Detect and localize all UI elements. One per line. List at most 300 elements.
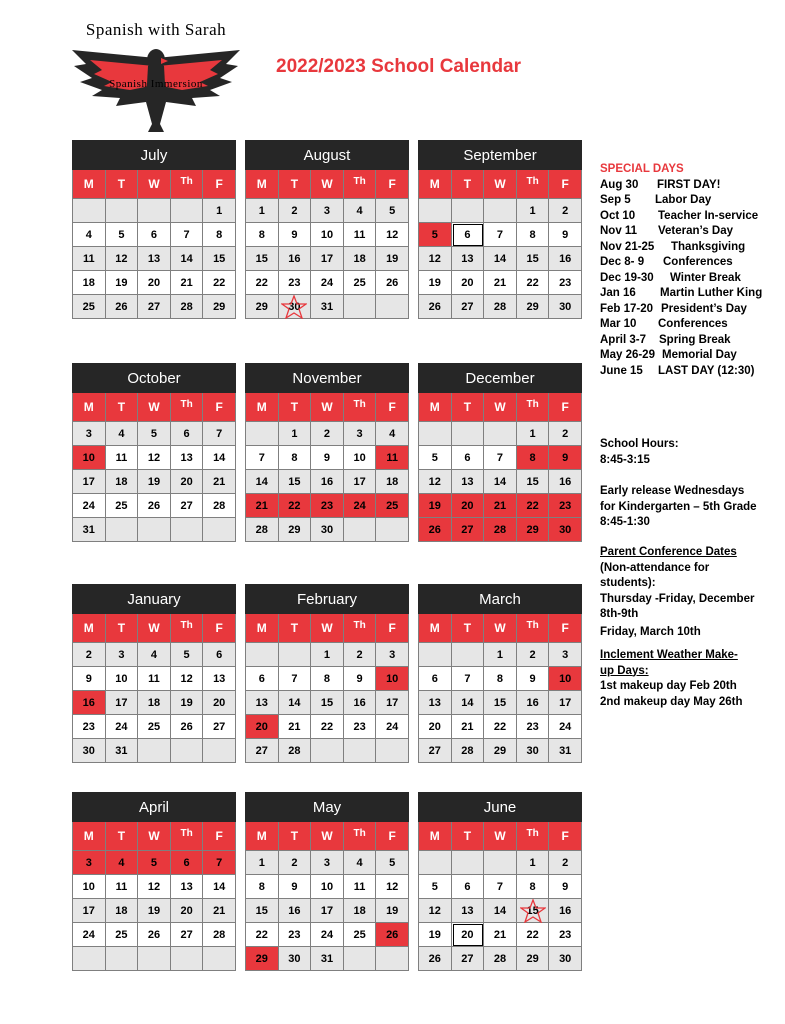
weekday-header: Th <box>344 822 377 851</box>
day-cell: 7 <box>203 422 236 446</box>
weekday-header: M <box>73 822 106 851</box>
day-cell <box>419 643 452 667</box>
weekday-header: W <box>138 170 171 199</box>
weekday-header: F <box>203 393 236 422</box>
day-cell: 5 <box>138 851 171 875</box>
day-cell: 1 <box>203 199 236 223</box>
month-january <box>72 584 236 763</box>
day-cell: 7 <box>484 875 517 899</box>
day-cell: 13 <box>171 875 204 899</box>
special-day-date: April 3-7 <box>600 333 647 346</box>
weekday-header: F <box>203 614 236 643</box>
day-cell <box>138 518 171 542</box>
logo-subtitle: Spanish Immersion <box>109 78 203 90</box>
weekday-header: W <box>138 822 171 851</box>
day-cell: 28 <box>484 295 517 319</box>
weekday-header: Th <box>171 822 204 851</box>
day-cell: 20 <box>452 494 485 518</box>
day-cell: 1 <box>246 851 279 875</box>
day-cell: 29 <box>484 739 517 763</box>
day-cell: 19 <box>419 494 452 518</box>
day-cell: 1 <box>517 422 550 446</box>
day-cell: 23 <box>311 494 344 518</box>
day-cell: 18 <box>73 271 106 295</box>
day-cell: 6 <box>419 667 452 691</box>
day-cell: 17 <box>73 899 106 923</box>
day-cell: 21 <box>171 271 204 295</box>
day-cell <box>138 947 171 971</box>
day-cell <box>171 947 204 971</box>
day-cell: 10 <box>549 667 582 691</box>
day-cell <box>171 739 204 763</box>
day-cell: 15 <box>246 247 279 271</box>
month-name: February <box>245 584 409 614</box>
day-cell: 15 <box>203 247 236 271</box>
day-cell: 4 <box>106 851 139 875</box>
day-cell <box>246 643 279 667</box>
day-cell: 13 <box>419 691 452 715</box>
month-days-grid <box>72 170 236 319</box>
month-days-grid <box>72 822 236 971</box>
weekday-header: T <box>279 393 312 422</box>
day-cell: 8 <box>279 446 312 470</box>
day-cell: 14 <box>484 247 517 271</box>
weekday-header: W <box>311 614 344 643</box>
day-cell: 13 <box>138 247 171 271</box>
month-name: January <box>72 584 236 614</box>
day-cell: 13 <box>203 667 236 691</box>
day-cell: 28 <box>484 947 517 971</box>
special-day-row <box>600 240 762 256</box>
day-cell: 11 <box>138 667 171 691</box>
weekday-header: F <box>376 170 409 199</box>
day-cell: 18 <box>138 691 171 715</box>
day-cell: 20 <box>452 923 485 947</box>
day-cell <box>419 199 452 223</box>
day-cell: 22 <box>311 715 344 739</box>
day-cell: 8 <box>517 875 550 899</box>
weekday-header: M <box>246 393 279 422</box>
early-release-line2: for Kindergarten – 5th Grade <box>600 500 757 513</box>
day-cell <box>171 518 204 542</box>
day-cell: 19 <box>138 470 171 494</box>
day-cell: 22 <box>203 271 236 295</box>
day-cell <box>279 643 312 667</box>
special-day-event: Labor Day <box>655 194 712 206</box>
day-cell: 15 <box>311 691 344 715</box>
day-cell: 8 <box>246 875 279 899</box>
special-day-date: Sep 5 <box>600 194 631 206</box>
day-cell: 21 <box>484 271 517 295</box>
day-cell: 24 <box>344 494 377 518</box>
weekday-header: M <box>419 170 452 199</box>
day-cell <box>452 422 485 446</box>
day-cell: 7 <box>246 446 279 470</box>
day-cell: 2 <box>517 643 550 667</box>
weekday-header: F <box>376 393 409 422</box>
special-day-row <box>600 317 762 333</box>
day-cell: 24 <box>73 494 106 518</box>
school-hours <box>600 437 780 468</box>
day-cell: 11 <box>344 223 377 247</box>
day-cell: 19 <box>138 899 171 923</box>
day-cell: 2 <box>279 851 312 875</box>
day-cell: 15 <box>517 247 550 271</box>
month-days-grid <box>418 614 582 763</box>
day-cell: 27 <box>171 923 204 947</box>
day-cell: 21 <box>452 715 485 739</box>
month-name: May <box>245 792 409 822</box>
weekday-header: T <box>106 170 139 199</box>
special-day-date: May 26-29 <box>600 349 655 361</box>
special-day-date: Mar 10 <box>600 318 637 330</box>
day-cell: 27 <box>171 494 204 518</box>
weekday-header: M <box>73 393 106 422</box>
day-cell: 23 <box>279 923 312 947</box>
special-day-row <box>600 224 762 240</box>
parent-conferences <box>600 545 760 640</box>
day-cell: 9 <box>279 223 312 247</box>
day-cell: 16 <box>73 691 106 715</box>
day-cell <box>138 199 171 223</box>
day-cell <box>138 739 171 763</box>
weekday-header: W <box>484 822 517 851</box>
day-cell: 27 <box>419 739 452 763</box>
day-cell: 9 <box>549 446 582 470</box>
special-day-event: Conferences <box>658 318 728 330</box>
weekday-header: M <box>419 393 452 422</box>
day-cell: 7 <box>279 667 312 691</box>
day-cell: 23 <box>73 715 106 739</box>
day-cell: 30 <box>517 739 550 763</box>
weekday-header: T <box>279 822 312 851</box>
special-day-row <box>600 209 762 225</box>
day-cell: 19 <box>419 923 452 947</box>
weekday-header: T <box>106 614 139 643</box>
day-cell: 26 <box>138 923 171 947</box>
day-cell: 6 <box>246 667 279 691</box>
day-cell: 20 <box>171 899 204 923</box>
day-cell: 9 <box>549 223 582 247</box>
day-cell: 11 <box>73 247 106 271</box>
weekday-header: M <box>246 614 279 643</box>
day-cell: 3 <box>376 643 409 667</box>
day-cell: 17 <box>344 470 377 494</box>
special-day-event: Memorial Day <box>662 349 737 361</box>
day-cell <box>344 947 377 971</box>
day-cell: 29 <box>517 295 550 319</box>
day-cell <box>73 199 106 223</box>
day-cell: 10 <box>311 223 344 247</box>
day-cell: 27 <box>452 295 485 319</box>
weekday-header: T <box>452 393 485 422</box>
conferences-note: (Non-attendance for students): <box>600 561 710 589</box>
day-cell: 30 <box>311 518 344 542</box>
day-cell: 12 <box>171 667 204 691</box>
day-cell: 2 <box>311 422 344 446</box>
special-day-row <box>600 193 762 209</box>
month-name: April <box>72 792 236 822</box>
day-cell: 17 <box>106 691 139 715</box>
day-cell: 5 <box>419 223 452 247</box>
day-cell: 15 <box>279 470 312 494</box>
day-cell: 14 <box>171 247 204 271</box>
day-cell: 22 <box>517 923 550 947</box>
day-cell: 31 <box>73 518 106 542</box>
special-days-title: SPECIAL DAYS <box>600 163 684 175</box>
day-cell: 13 <box>452 470 485 494</box>
day-cell: 23 <box>549 271 582 295</box>
day-cell <box>106 518 139 542</box>
day-cell: 25 <box>344 271 377 295</box>
day-cell: 2 <box>279 199 312 223</box>
special-day-row <box>600 286 762 302</box>
month-days-grid <box>418 170 582 319</box>
month-name: September <box>418 140 582 170</box>
day-cell: 25 <box>106 923 139 947</box>
weekday-header: W <box>484 614 517 643</box>
day-cell: 25 <box>376 494 409 518</box>
day-cell: 18 <box>106 899 139 923</box>
month-december <box>418 363 582 542</box>
day-cell: 22 <box>279 494 312 518</box>
special-day-event: Winter Break <box>670 271 741 284</box>
day-cell: 4 <box>138 643 171 667</box>
day-cell <box>376 739 409 763</box>
month-march <box>418 584 582 763</box>
day-cell: 26 <box>419 295 452 319</box>
day-cell: 21 <box>484 923 517 947</box>
day-cell: 29 <box>279 518 312 542</box>
weekday-header: T <box>452 614 485 643</box>
day-cell: 25 <box>73 295 106 319</box>
day-cell: 5 <box>376 851 409 875</box>
day-cell: 14 <box>484 470 517 494</box>
weekday-header: W <box>138 614 171 643</box>
day-cell: 11 <box>344 875 377 899</box>
month-days-grid <box>418 822 582 971</box>
weekday-header: T <box>106 822 139 851</box>
day-cell: 26 <box>171 715 204 739</box>
day-cell: 28 <box>171 295 204 319</box>
day-cell: 4 <box>344 851 377 875</box>
day-cell: 18 <box>376 470 409 494</box>
school-hours-label: School Hours: <box>600 438 679 450</box>
month-name: March <box>418 584 582 614</box>
weekday-header: F <box>376 614 409 643</box>
day-cell: 23 <box>517 715 550 739</box>
special-day-date: Aug 30 <box>600 178 639 191</box>
day-cell: 2 <box>344 643 377 667</box>
day-cell: 19 <box>106 271 139 295</box>
day-cell: 30 <box>279 947 312 971</box>
special-day-event: Thanksgiving <box>671 240 746 253</box>
day-cell <box>344 739 377 763</box>
day-cell: 3 <box>311 199 344 223</box>
weekday-header: Th <box>171 170 204 199</box>
day-cell <box>452 851 485 875</box>
day-cell: 13 <box>171 446 204 470</box>
weekday-header: T <box>279 614 312 643</box>
month-august <box>245 140 409 319</box>
day-cell: 22 <box>517 494 550 518</box>
day-cell: 26 <box>376 923 409 947</box>
day-cell: 6 <box>452 446 485 470</box>
day-cell: 14 <box>203 446 236 470</box>
special-day-row <box>600 302 762 318</box>
day-cell: 7 <box>484 223 517 247</box>
day-cell: 12 <box>419 899 452 923</box>
day-cell <box>246 422 279 446</box>
day-cell: 21 <box>484 494 517 518</box>
day-cell: 6 <box>452 223 485 247</box>
day-cell: 23 <box>279 271 312 295</box>
month-name: December <box>418 363 582 393</box>
day-cell: 21 <box>203 899 236 923</box>
weekday-header: Th <box>517 393 550 422</box>
day-cell: 20 <box>246 715 279 739</box>
special-day-date: Nov 21-25 <box>600 240 655 253</box>
day-cell: 30 <box>73 739 106 763</box>
day-cell: 2 <box>549 422 582 446</box>
weekday-header: W <box>138 393 171 422</box>
special-day-date: June 15 <box>600 364 643 377</box>
weekday-header: W <box>311 822 344 851</box>
day-cell <box>376 518 409 542</box>
day-cell: 25 <box>138 715 171 739</box>
day-cell: 29 <box>203 295 236 319</box>
day-cell: 29 <box>517 947 550 971</box>
early-release-line1: Early release Wednesdays <box>600 485 745 497</box>
day-cell: 16 <box>549 899 582 923</box>
day-cell: 19 <box>419 271 452 295</box>
day-cell <box>484 422 517 446</box>
day-cell: 29 <box>517 518 550 542</box>
day-cell: 19 <box>171 691 204 715</box>
weekday-header: M <box>419 822 452 851</box>
day-cell: 24 <box>376 715 409 739</box>
day-cell: 11 <box>106 875 139 899</box>
day-cell: 8 <box>517 223 550 247</box>
day-cell: 9 <box>517 667 550 691</box>
day-cell: 5 <box>419 875 452 899</box>
day-cell: 1 <box>484 643 517 667</box>
day-cell: 24 <box>549 715 582 739</box>
day-cell: 12 <box>419 247 452 271</box>
day-cell: 10 <box>106 667 139 691</box>
day-cell: 19 <box>376 899 409 923</box>
weekday-header: Th <box>344 614 377 643</box>
day-cell <box>419 851 452 875</box>
day-cell: 31 <box>106 739 139 763</box>
special-day-event: Teacher In-service <box>658 209 759 222</box>
special-day-event: Martin Luther King <box>660 287 763 299</box>
day-cell: 3 <box>549 643 582 667</box>
month-days-grid <box>245 822 409 971</box>
day-cell: 7 <box>452 667 485 691</box>
day-cell: 27 <box>452 518 485 542</box>
day-cell: 12 <box>138 875 171 899</box>
month-days-grid <box>245 170 409 319</box>
day-cell: 4 <box>376 422 409 446</box>
weekday-header: W <box>484 393 517 422</box>
day-cell: 13 <box>452 899 485 923</box>
weekday-header: F <box>549 614 582 643</box>
day-cell: 3 <box>73 851 106 875</box>
day-cell: 17 <box>73 470 106 494</box>
day-cell <box>311 739 344 763</box>
day-cell: 27 <box>138 295 171 319</box>
day-cell: 6 <box>203 643 236 667</box>
day-cell: 4 <box>73 223 106 247</box>
day-cell: 18 <box>344 899 377 923</box>
day-cell: 26 <box>419 947 452 971</box>
day-cell <box>106 199 139 223</box>
day-cell: 5 <box>106 223 139 247</box>
day-cell: 30 <box>549 295 582 319</box>
day-cell: 12 <box>106 247 139 271</box>
logo-title: Spanish with Sarah <box>85 20 227 39</box>
weekday-header: F <box>203 822 236 851</box>
special-day-event: President’s Day <box>661 302 747 315</box>
day-cell: 13 <box>452 247 485 271</box>
page-title: 2022/2023 School Calendar <box>276 56 522 77</box>
weekday-header: F <box>549 393 582 422</box>
special-day-date: Oct 10 <box>600 209 636 222</box>
month-february <box>245 584 409 763</box>
day-cell: 11 <box>376 446 409 470</box>
day-cell: 10 <box>311 875 344 899</box>
day-cell: 16 <box>279 899 312 923</box>
day-cell: 4 <box>106 422 139 446</box>
day-cell: 7 <box>171 223 204 247</box>
special-day-row <box>600 178 762 194</box>
day-cell: 31 <box>549 739 582 763</box>
day-cell: 16 <box>311 470 344 494</box>
weekday-header: Th <box>171 614 204 643</box>
day-cell: 20 <box>138 271 171 295</box>
day-cell: 13 <box>246 691 279 715</box>
special-day-row <box>600 255 762 271</box>
day-cell: 16 <box>279 247 312 271</box>
month-june <box>418 792 582 971</box>
month-days-grid <box>245 614 409 763</box>
special-day-row <box>600 348 762 364</box>
month-july <box>72 140 236 319</box>
day-cell: 8 <box>203 223 236 247</box>
day-cell <box>73 947 106 971</box>
conferences-heading: Parent Conference Dates <box>600 546 737 558</box>
day-cell: 25 <box>106 494 139 518</box>
day-cell <box>106 947 139 971</box>
day-cell: 17 <box>311 899 344 923</box>
day-cell: 1 <box>311 643 344 667</box>
day-cell <box>419 422 452 446</box>
day-cell: 19 <box>376 247 409 271</box>
day-cell: 5 <box>376 199 409 223</box>
star-icon <box>520 899 546 923</box>
day-cell: 12 <box>376 875 409 899</box>
day-cell: 28 <box>484 518 517 542</box>
inclement-weather <box>600 648 750 710</box>
weekday-header: Th <box>517 170 550 199</box>
weekday-header: Th <box>171 393 204 422</box>
special-day-date: Jan 16 <box>600 287 636 299</box>
day-cell <box>452 199 485 223</box>
day-cell: 12 <box>376 223 409 247</box>
day-cell: 27 <box>246 739 279 763</box>
day-cell: 17 <box>311 247 344 271</box>
